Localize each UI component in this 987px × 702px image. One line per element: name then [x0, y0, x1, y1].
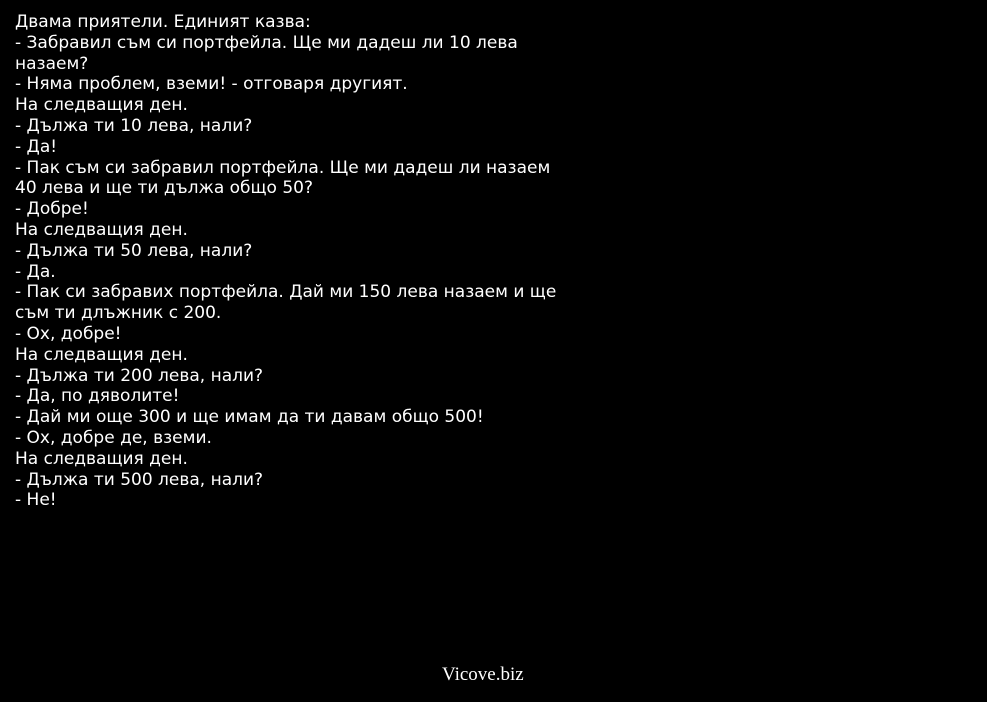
joke-text: [15, 12, 575, 511]
joke-line: - Ох, добре де, вземи.: [15, 427, 212, 448]
joke-line: - Не!: [15, 490, 57, 511]
joke-line: На следващия ден.: [15, 95, 188, 116]
joke-line: - Дължа ти 500 лева, нали?: [15, 469, 264, 490]
joke-line: На следващия ден.: [15, 344, 188, 365]
joke-line: - Да, по дяволите!: [15, 386, 180, 407]
joke-line: На следващия ден.: [15, 219, 188, 240]
joke-line: - Дай ми още 300 и ще имам да ти давам общо 500!: [15, 407, 484, 428]
joke-line: На следващия ден.: [15, 448, 188, 469]
joke-line: - Да.: [15, 261, 56, 282]
joke-line: Двама приятели. Единият казва:: [15, 12, 311, 32]
joke-line: - Пак си забравих портфейла. Дай ми 150 лева назаем и ще съм ти длъжник с 200.: [15, 282, 557, 324]
site-watermark: Vicove.biz: [442, 664, 524, 685]
joke-line: - Да!: [15, 136, 58, 157]
joke-line: - Дължа ти 50 лева, нали?: [15, 240, 253, 261]
joke-line: - Няма проблем, вземи! - отговаря другият.: [15, 74, 408, 95]
joke-line: - Добре!: [15, 199, 89, 220]
joke-line: - Пак съм си забравил портфейла. Ще ми дадеш ли назаем 40 лева и ще ти дължа общо 50?: [15, 157, 551, 199]
joke-line: - Дължа ти 10 лева, нали?: [15, 115, 253, 136]
joke-line: - Дължа ти 200 лева, нали?: [15, 365, 264, 386]
joke-line: - Забравил съм си портфейла. Ще ми дадеш ли 10 лева назаем?: [15, 32, 518, 74]
joke-line: - Ох, добре!: [15, 323, 122, 344]
